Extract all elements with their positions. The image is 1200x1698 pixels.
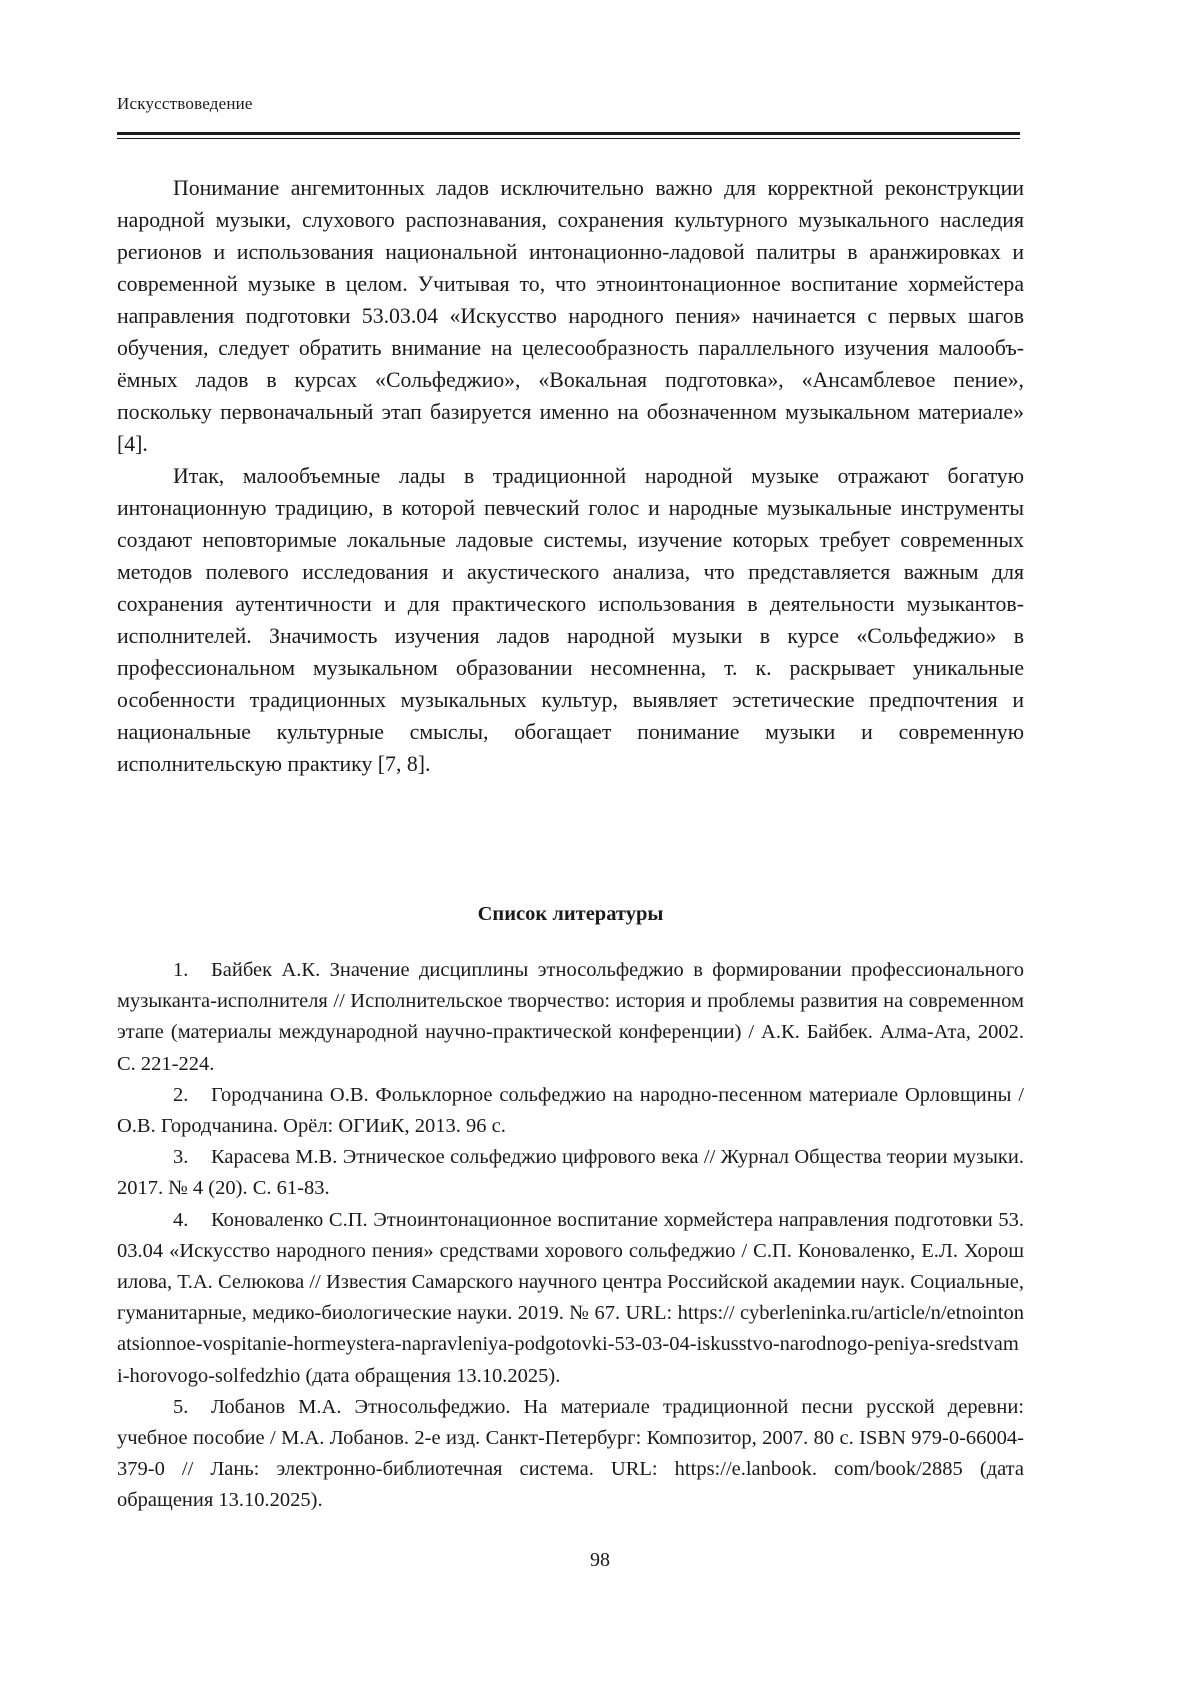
reference-number: 2. <box>173 1083 189 1106</box>
body-text <box>117 172 1024 780</box>
header-rule-thin <box>117 138 1020 139</box>
references-title: Список литературы <box>477 903 664 925</box>
reference-item <box>117 955 1024 1080</box>
reference-number: 3. <box>173 1146 189 1169</box>
reference-item <box>117 1392 1024 1517</box>
header-rule-thick <box>117 132 1020 135</box>
reference-number: 4. <box>173 1208 189 1231</box>
reference-text: Лобанов М.А. Этносольфеджио. На материале традиционной песни русской деревни: учебное пособие / М.А. Лобанов. 2-е изд. Санкт-Петербург: Композитор, 2007. 80 с. ISBN 979-0-66004-379-0 // Лань: электронно-библиотечная система. URL: https://e.lanbook. com/book/2885 (дата обращения 13.10.2025). <box>117 1395 1024 1512</box>
reference-number: 5. <box>173 1395 189 1418</box>
reference-item <box>117 1080 1024 1142</box>
body-paragraph: Понимание ангемитонных ладов исключительно важно для корректной реконструкции народной музыки, слухового распознавания, сохранения культурного музыкального наследия регионов и использования национальной интонационно-ладовой палитры в аранжировках и современной музыке в целом. Учитывая то, что этноинтонационное воспитание хормейстера направления подготовки 53.03.04 «Искусство народного пения» начинается с первых шагов обучения, следует обратить внимание на целесообразность параллельного изучения малообъёмных ладов в курсах «Сольфеджио», «Вокальная подготовка», «Ансамблевое пение», поскольку первоначальный этап базируется именно на обозначенном музыкальном материале» [4]. <box>117 176 1024 456</box>
reference-text: Городчанина О.В. Фольклорное сольфеджио на народно-песенном материале Орловщины / О.В. Городчанина. Орёл: ОГИиК, 2013. 96 с. <box>117 1083 1024 1138</box>
page-number: 98 <box>590 1549 610 1571</box>
reference-item <box>117 1205 1024 1392</box>
references-list <box>117 955 1024 1517</box>
running-header: Искусствоведение <box>117 94 253 113</box>
reference-number: 1. <box>173 959 189 981</box>
body-paragraph: Итак, малообъемные лады в традиционной народной музыке отражают богатую интонационную традицию, в которой певческий голос и народные музыкальные инструменты создают неповторимые локальные ладовые системы, изучение которых требует современных методов полевого исследования и акустического анализа, что представляется важным для сохранения аутентичности и для практического использования в деятельности музыкантов-исполнителей. Значимость изучения ладов народной музыки в курсе «Сольфеджио» в профессиональном музыкальном образовании несомненна, т. к. раскрывает уникальные особенности традиционных музыкальных культур, выявляет эстетические предпочтения и национальные культурные смыслы, обогащает понимание музыки и современную исполнительскую практику [7, 8]. <box>117 464 1024 776</box>
reference-text: Байбек А.К. Значение дисциплины этносольфеджио в формировании профессионального музыканта-исполнителя // Исполнительское творчество: история и проблемы развития на современном этапе (материалы международной научно-практической конференции) / А.К. Байбек. Алма-Ата, 2002. С. 221-224. <box>117 959 1024 1075</box>
reference-text: Карасева М.В. Этническое сольфеджио цифрового века // Журнал Общества теории музыки. 2017. № 4 (20). С. 61-83. <box>117 1146 1024 1200</box>
reference-item <box>117 1142 1024 1204</box>
reference-text: Коноваленко С.П. Этноинтонационное воспитание хормейстера направления подготовки 53.03.04 «Искусство народного пения» средствами хорового сольфеджио / С.П. Коноваленко, Е.Л. Хорошилова, Т.А. Селюкова // Известия Самарского научного центра Российской академии наук. Социальные, гуманитарные, медико-биологические науки. 2019. № 67. URL: https:// cyberleninka.ru/article/n/etnointonatsionnoe-vospitanie-hormeystera-napravleniya-podgotovki-53-03-04-iskusstvo-narodnogo-peniya-sredstvami-horovogo-solfedzhio (дата обращения 13.10.2025). <box>117 1208 1024 1387</box>
